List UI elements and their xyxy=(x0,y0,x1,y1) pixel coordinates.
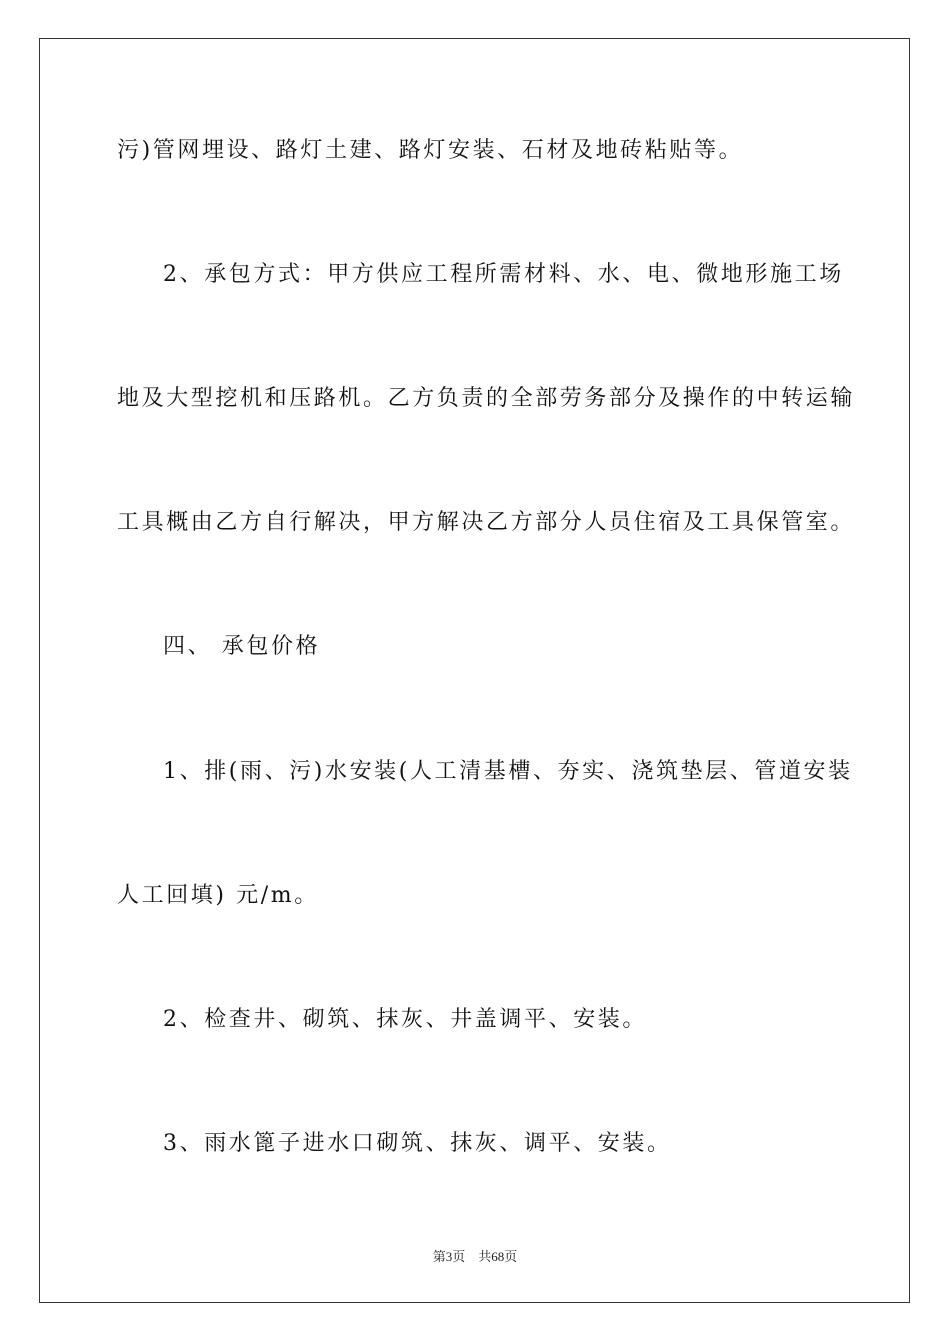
text-line-9: 3、雨水篦子进水口砌筑、抹灰、调平、安装。 xyxy=(163,1131,672,1156)
text-line-4: 工具概由乙方自行解决，甲方解决乙方部分人员住宿及工具保管室。 xyxy=(117,510,856,535)
page-footer xyxy=(0,1248,950,1266)
page-total: 共68页 xyxy=(478,1249,518,1264)
text-line-8: 2、检查井、砌筑、抹灰、井盖调平、安装。 xyxy=(163,1007,647,1032)
text-line-7: 人工回填) 元/m。 xyxy=(117,883,319,908)
text-line-2: 2、承包方式：甲方供应工程所需材料、水、电、微地形施工场 xyxy=(163,262,844,287)
text-line-6: 1、排(雨、污)水安装(人工清基槽、夯实、浇筑垫层、管道安装 xyxy=(163,759,853,784)
text-line-3: 地及大型挖机和压路机。乙方负责的全部劳务部分及操作的中转运输 xyxy=(117,386,856,411)
page-border xyxy=(39,38,910,1303)
section-heading: 四、 承包价格 xyxy=(163,634,321,659)
page-number: 第3页 xyxy=(432,1249,466,1264)
text-line-1: 污)管网埋设、路灯土建、路灯安装、石材及地砖粘贴等。 xyxy=(117,138,744,163)
